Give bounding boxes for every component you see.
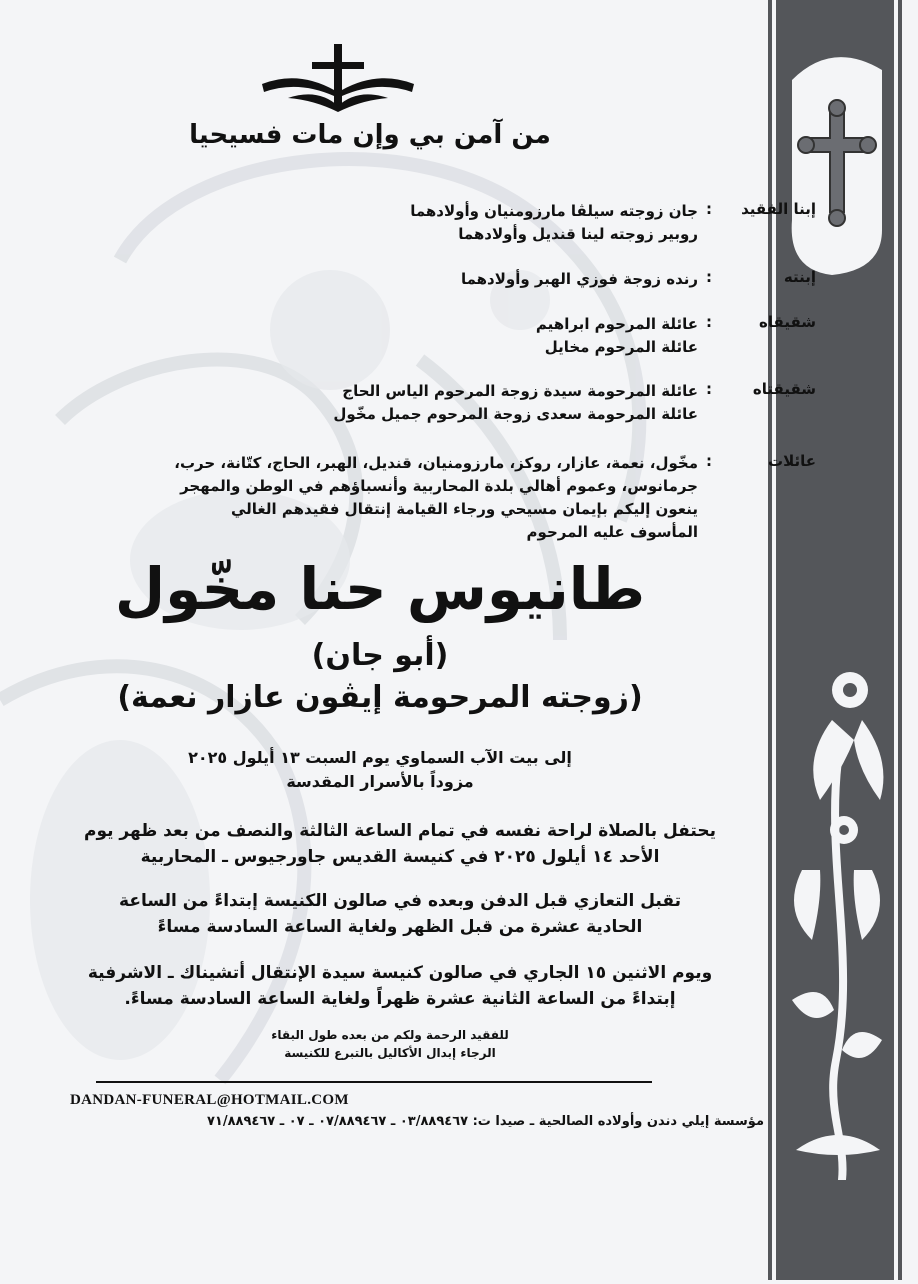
family-lines bbox=[138, 380, 698, 426]
prayer-notice bbox=[80, 818, 720, 870]
family-line: جان زوجته سيلڤا مارزومنيان وأولادهما bbox=[410, 202, 698, 220]
family-label: شقيقاه bbox=[759, 313, 816, 331]
family-row-sons bbox=[138, 200, 816, 246]
colon: : bbox=[706, 452, 712, 470]
family-row-sisters bbox=[138, 380, 816, 426]
death-notice bbox=[170, 746, 590, 794]
family-line: عائلة المرحوم ابراهيم bbox=[535, 315, 698, 333]
deceased-nickname: (أبو جان) bbox=[311, 638, 449, 673]
family-line: ينعون إليكم بإيمان مسيحي ورجاء القيامة إنتقال فقيدهم الغالي bbox=[230, 500, 698, 518]
colon: : bbox=[706, 268, 712, 286]
condolences-notice-1 bbox=[80, 888, 720, 940]
deceased-wife: (زوجته المرحومة إيڤون عازار نعمة) bbox=[117, 680, 643, 715]
family-line: عائلة المرحومة سيدة زوجة المرحوم الياس الحاج bbox=[342, 382, 698, 400]
family-label: عائلات bbox=[768, 452, 816, 470]
colon: : bbox=[706, 200, 712, 218]
family-row-daughter bbox=[138, 268, 816, 291]
family-row-families bbox=[138, 452, 816, 544]
decorative-border bbox=[762, 0, 918, 1280]
family-lines bbox=[138, 200, 698, 246]
text-line: الرجاء إبدال الأكاليل بالتبرع للكنيسة bbox=[284, 1046, 496, 1060]
text-line: إلى بيت الآب السماوي يوم السبت ١٣ أيلول ٢٠٢٥ bbox=[188, 748, 572, 767]
family-label: إبنته bbox=[783, 268, 816, 286]
text-line: إبتداءً من الساعة الثانية عشرة ظهراً ولغاية الساعة السادسة مساءً. bbox=[124, 989, 676, 1009]
cross-icon bbox=[258, 40, 418, 116]
text-line: ويوم الاثنين ١٥ الجاري في صالون كنيسة سيدة الإنتقال أتشيناك ـ الاشرفية bbox=[87, 963, 713, 983]
colon: : bbox=[706, 380, 712, 398]
colon: : bbox=[706, 313, 712, 331]
text-line: للفقيد الرحمة ولكم من بعده طول البقاء bbox=[271, 1028, 509, 1042]
family-row-brothers bbox=[138, 313, 816, 359]
text-line: تقبل التعازي قبل الدفن وبعده في صالون الكنيسة إبتداءً من الساعة bbox=[119, 891, 681, 911]
family-lines bbox=[138, 268, 698, 291]
text-line: الحادية عشرة من قبل الظهر ولغاية الساعة السادسة مساءً bbox=[157, 917, 643, 937]
border-art bbox=[762, 0, 918, 1280]
family-line: المأسوف عليه المرحوم bbox=[526, 523, 698, 541]
funeral-home-address: مؤسسة إيلي دندن وأولاده الصالحية ـ صيدا ت: ٠٣/٨٨٩٤٦٧ ـ ٠٧/٨٨٩٤٦٧ ـ ٠٧ ـ ٧١/٨٨٩٤٦٧ bbox=[207, 1114, 764, 1129]
family-lines bbox=[138, 313, 698, 359]
family-line: عائلة المرحوم مخايل bbox=[544, 338, 698, 356]
family-line: جرمانوس، وعموم أهالي بلدة المحاربية وأنسباؤهم في الوطن والمهجر bbox=[180, 477, 698, 495]
text-line: الأحد ١٤ أيلول ٢٠٢٥ في كنيسة القديس جاورجيوس ـ المحاربية bbox=[140, 847, 660, 867]
contact-email[interactable]: DANDAN-FUNERAL@HOTMAIL.COM bbox=[70, 1092, 349, 1108]
condolences-notice-2 bbox=[70, 960, 730, 1012]
family-label: شقيقتاه bbox=[752, 380, 816, 398]
family-line: مخّول، نعمة، عازار، روكز، مارزومنيان، قنديل، الهبر، الحاج، كتّانة، حرب، bbox=[174, 454, 698, 472]
closing-note bbox=[220, 1026, 560, 1062]
divider bbox=[96, 1081, 652, 1083]
family-lines bbox=[138, 452, 698, 544]
bible-verse: من آمن بي وإن مات فسيحيا bbox=[189, 120, 551, 150]
family-line: عائلة المرحومة سعدى زوجة المرحوم جميل مخّول bbox=[333, 405, 698, 423]
family-line: رنده زوجة فوزي الهبر وأولادهما bbox=[460, 270, 698, 288]
deceased-name: طانيوس حنا مخّول bbox=[114, 555, 646, 623]
family-line: روبير زوجته لينا قنديل وأولادهما bbox=[458, 225, 698, 243]
text-line: مزوداً بالأسرار المقدسة bbox=[286, 772, 474, 791]
family-label: إبنا الفقيد bbox=[741, 200, 816, 218]
text-line: يحتفل بالصلاة لراحة نفسه في تمام الساعة الثالثة والنصف من بعد ظهر يوم bbox=[83, 821, 716, 841]
